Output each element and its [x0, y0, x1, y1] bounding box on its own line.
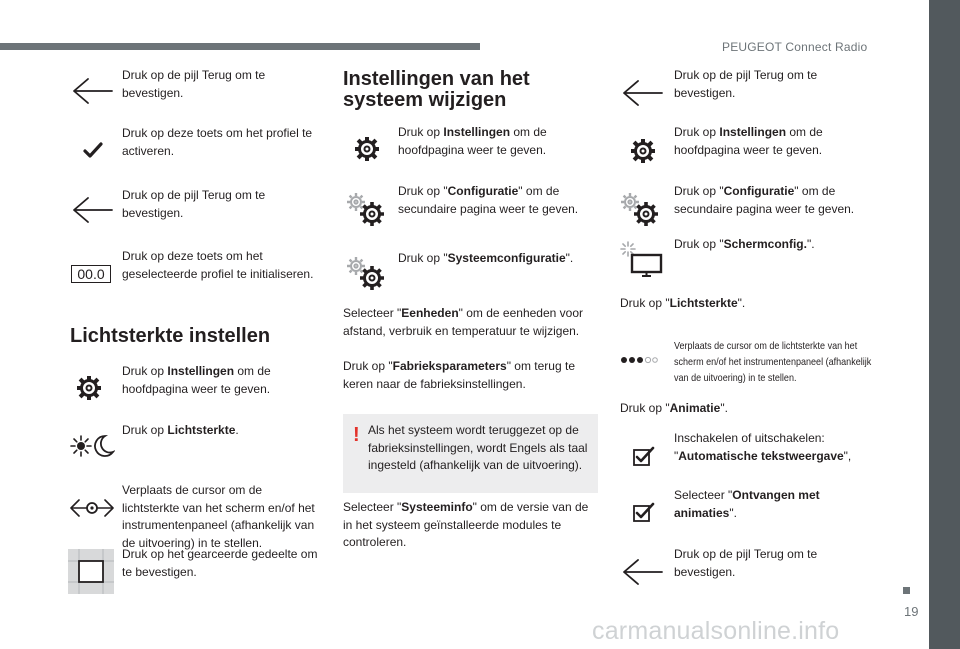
instruction-text: Druk op "Configuratie" om de secundaire pagina weer te geven.: [398, 184, 579, 216]
side-tab: [929, 0, 960, 649]
section-heading: Lichtsterkte instellen: [70, 325, 271, 347]
warning-icon: !: [353, 424, 360, 446]
paragraph: Druk op "Lichtsterkte".: [620, 296, 746, 310]
instruction-text: Verplaats de cursor om de lichtsterkte van het scherm en/of het instrumentenpaneel (afhankelijk van de uitvoering) in te stellen.: [674, 340, 872, 384]
instruction-text: Druk op het gearceerde gedeelte om te bevestigen.: [122, 547, 318, 579]
back-arrow-icon: [70, 195, 114, 225]
checkmark-icon: [83, 142, 103, 158]
slider-cursor-icon: [68, 496, 116, 520]
back-arrow-icon: [620, 78, 664, 108]
instruction-text: Druk op de pijl Terug om te bevestigen.: [122, 188, 266, 220]
instruction-text: Verplaats de cursor om de lichtsterkte van het scherm en/of het instrumentenpaneel (afhankelijk van de uitvoering) in te stellen.: [122, 483, 315, 550]
brightness-icon: [69, 433, 115, 459]
gear-icon: [354, 136, 380, 162]
instruction-text: Druk op deze toets om het geselecteerde profiel te initialiseren.: [122, 249, 314, 281]
brightness-level-icon: [620, 355, 658, 365]
page-number: 19: [904, 604, 919, 619]
paragraph: Druk op "Fabrieksparameters" om terug te keren naar de fabrieksinstellingen.: [343, 359, 575, 391]
instruction-text: Druk op de pijl Terug om te bevestigen.: [674, 68, 818, 100]
paragraph: Selecteer "Eenheden" om de eenheden voor afstand, verbruik en temperatuur te wijzigen.: [343, 306, 584, 338]
config-gears-icon: [620, 192, 660, 228]
instruction-text: Druk op deze toets om het profiel te activeren.: [122, 126, 313, 158]
instruction-text: Inschakelen of uitschakelen: "Automatische tekstweergave",: [674, 431, 852, 463]
checkbox-icon: [632, 501, 656, 525]
config-gears-icon: [346, 192, 386, 228]
end-mark: [903, 587, 910, 594]
screen-config-icon: [620, 241, 666, 277]
reset-time-icon: 00.0: [71, 265, 111, 283]
gear-icon: [630, 138, 656, 164]
instruction-text: Druk op "Systeemconfiguratie".: [398, 251, 574, 265]
watermark: carmanualsonline.info: [592, 617, 840, 645]
warning-note: [343, 414, 598, 493]
page-header-title: PEUGEOT Connect Radio: [722, 40, 868, 54]
instruction-text: Druk op Instellingen om de hoofdpagina weer te geven.: [674, 125, 823, 157]
checkbox-icon: [632, 445, 656, 469]
back-arrow-icon: [620, 557, 664, 587]
instruction-text: Druk op Instellingen om de hoofdpagina weer te geven.: [398, 125, 547, 157]
warning-text: Als het systeem wordt teruggezet op de fabrieksinstellingen, wordt Engels als taal ingesteld (afhankelijk van de uitvoering).: [368, 423, 588, 472]
instruction-text: Druk op "Configuratie" om de secundaire pagina weer te geven.: [674, 184, 855, 216]
paragraph: Selecteer "Systeeminfo" om de versie van de in het systeem geïnstalleerde modules te controleren.: [343, 500, 589, 549]
instruction-text: Druk op de pijl Terug om te bevestigen.: [674, 547, 818, 579]
back-arrow-icon: [70, 76, 114, 106]
instruction-text: Druk op "Schermconfig.".: [674, 237, 815, 251]
gear-icon: [76, 375, 102, 401]
paragraph: Druk op "Animatie".: [620, 401, 728, 415]
hatched-area-icon: [68, 549, 114, 594]
config-gears-icon: [346, 256, 386, 292]
instruction-text: Druk op Lichtsterkte.: [122, 423, 239, 437]
instruction-text: Druk op de pijl Terug om te bevestigen.: [122, 68, 266, 100]
instruction-text: Selecteer "Ontvangen met animaties".: [674, 488, 820, 520]
header-rule: [0, 43, 480, 50]
section-heading: Instellingen van het systeem wijzigen: [343, 68, 530, 111]
instruction-text: Druk op Instellingen om de hoofdpagina weer te geven.: [122, 364, 271, 396]
